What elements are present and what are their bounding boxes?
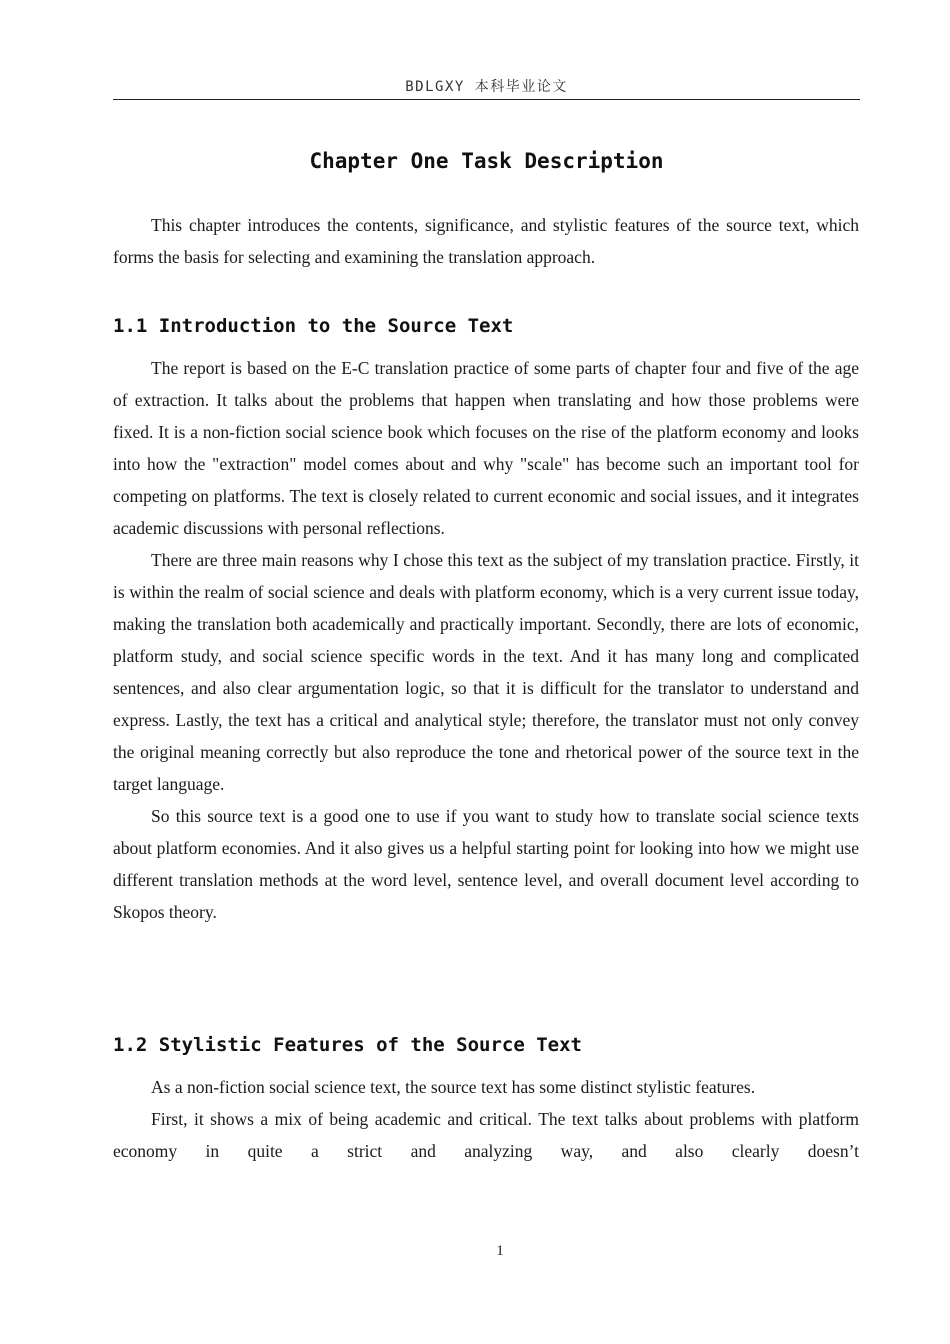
body-paragraph: First, it shows a mix of being academic and critical. The text talks about problems with platform economy in quite a strict and analyzing way, and also clearly doesn’t — [113, 1109, 859, 1161]
chapter-intro — [113, 209, 859, 273]
body-paragraph: As a non-fiction social science text, the source text has some distinct stylistic features. — [151, 1077, 756, 1097]
section-1-2-body — [113, 1071, 859, 1167]
chapter-title: Chapter One Task Description — [309, 149, 664, 173]
body-paragraph: The report is based on the E-C translation practice of some parts of chapter four and five of the age of extraction. It talks about the problems that happen when translating and how those problems were fixed. It is a non-fiction social science book which focuses on the rise of the platform economy and looks into how the "extraction" model comes about and why "scale" has become such an important tool for competing on platforms. The text is closely related to current economic and social issues, and it integrates academic discussions with personal reflections. — [113, 358, 859, 538]
body-paragraph: So this source text is a good one to use if you want to study how to translate social science texts about platform economies. And it also gives us a helpful starting point for looking into how we might use different translation methods at the word level, sentence level, and overall document level according to Skopos theory. — [113, 806, 859, 922]
header-divider — [113, 99, 860, 100]
intro-paragraph: This chapter introduces the contents, significance, and stylistic features of the source text, which forms the basis for selecting and examining the translation approach. — [113, 215, 859, 267]
page-number: 1 — [496, 1243, 504, 1259]
section-1-1-body — [113, 352, 859, 928]
body-paragraph: There are three main reasons why I chose this text as the subject of my translation practice. Firstly, it is within the realm of social science and deals with platform economy, which is a very current issue today, making the translation both academically and practically important. Secondly, there are lots of economic, platform study, and social science specific words in the text. And it has many long and complicated sentences, and also clear argumentation logic, so that it is difficult for the translator to understand and express. Lastly, the text has a critical and analytical style; therefore, the translator must not only convey the original meaning correctly but also reproduce the tone and rhetorical power of the source text in the target language. — [113, 550, 859, 794]
section-heading-1-1: 1.1 Introduction to the Source Text — [113, 315, 514, 337]
section-heading-1-2: 1.2 Stylistic Features of the Source Text — [113, 1034, 582, 1056]
running-header: BDLGXY 本科毕业论文 — [405, 79, 568, 95]
